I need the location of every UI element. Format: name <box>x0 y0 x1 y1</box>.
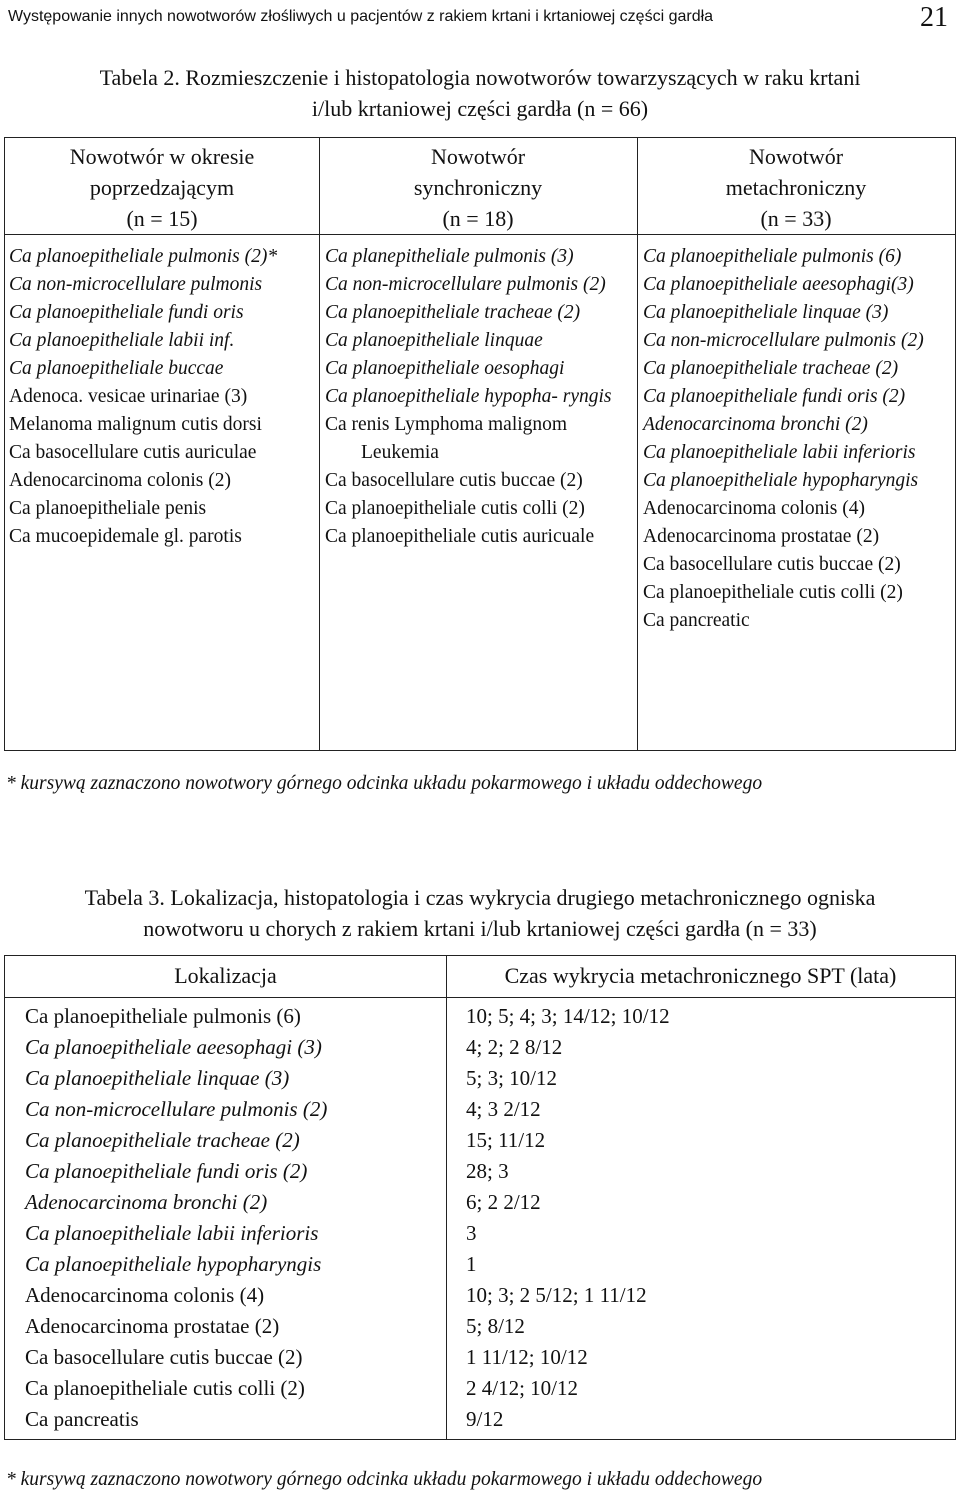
table2-entry: Ca mucoepidemale gl. parotis <box>9 526 242 547</box>
header-line: poprzedzającym <box>89 175 235 200</box>
header-line: (n = 33) <box>760 206 832 231</box>
header-divider <box>5 997 955 998</box>
row-time: 6; 2 2/12 <box>466 1190 541 1214</box>
running-header <box>8 4 952 34</box>
table2-entry: Adenocarcinoma bronchi (2) <box>643 414 868 435</box>
table-row <box>5 1404 955 1435</box>
table3-header-time: Czas wykrycia metachronicznego SPT (lata) <box>504 963 897 988</box>
table2-entry: Ca basocellulare cutis buccae (2) <box>325 470 583 491</box>
table2-caption-line: i/lub krtaniowej części gardła (n = 66) <box>311 96 649 121</box>
table-row <box>5 1218 955 1249</box>
row-time: 10; 5; 4; 3; 14/12; 10/12 <box>466 1004 670 1028</box>
table2-entry: Adenocarcinoma colonis (4) <box>643 498 866 519</box>
header-line: (n = 18) <box>442 206 514 231</box>
table-row <box>5 1280 955 1311</box>
row-time: 1 11/12; 10/12 <box>466 1345 588 1369</box>
table2-entry: Ca pancreatic <box>643 610 750 631</box>
table-row <box>5 1032 955 1063</box>
row-location: Ca planoepitheliale tracheae (2) <box>25 1128 300 1152</box>
page-number: 21 <box>920 2 948 33</box>
row-time: 5; 3; 10/12 <box>466 1066 558 1090</box>
header-line: synchroniczny <box>413 175 543 200</box>
row-time: 2 4/12; 10/12 <box>466 1376 579 1400</box>
row-location: Ca planoepitheliale cutis colli (2) <box>25 1376 305 1400</box>
table2-entry: Ca planoepitheliale aeesophagi(3) <box>643 274 914 295</box>
table-row <box>5 1311 955 1342</box>
row-location: Ca pancreatis <box>25 1407 139 1431</box>
table-row <box>5 1373 955 1404</box>
table2-entry: Ca planoepitheliale linquae (3) <box>643 302 889 323</box>
table3-header-location: Lokalizacja <box>174 963 277 988</box>
header-divider <box>5 234 955 235</box>
table2-entry: Ca planoepitheliale labii inferioris <box>643 442 916 463</box>
header-line: metachroniczny <box>725 175 867 200</box>
table-row <box>5 1125 955 1156</box>
row-location: Ca planoepitheliale linquae (3) <box>25 1066 290 1090</box>
table2-entry: Ca planoepitheliale cutis auricuale <box>325 526 595 547</box>
row-location: Ca planoepitheliale labii inferioris <box>25 1221 319 1245</box>
table2-entry: Ca planoepitheliale pulmonis (6) <box>643 246 902 267</box>
header-line: (n = 15) <box>126 206 198 231</box>
table3-caption-line: Tabela 3. Lokalizacja, histopatologia i czas wykrycia drugiego metachronicznego ogniska <box>84 885 876 910</box>
row-location: Ca planoepitheliale pulmonis (6) <box>25 1004 301 1028</box>
table2-entry: Ca planepitheliale pulmonis (3) <box>325 246 574 267</box>
row-location: Adenocarcinoma bronchi (2) <box>25 1190 268 1214</box>
table2-caption <box>20 62 940 124</box>
table2-entry: Ca planoepitheliale labii inf. <box>9 330 235 351</box>
table3-caption-line: nowotworu u chorych z rakiem krtani i/lub krtaniowej części gardła (n = 33) <box>143 916 817 941</box>
table-row <box>5 1187 955 1218</box>
table2-entry: Ca planoepitheliale fundi oris <box>9 302 244 323</box>
table-row <box>5 1001 955 1032</box>
table2-entry: Ca planoepitheliale tracheae (2) <box>643 358 899 379</box>
row-location: Adenocarcinoma colonis (4) <box>25 1283 265 1307</box>
row-time: 9/12 <box>466 1407 504 1431</box>
row-location: Ca planoepitheliale hypopharyngis <box>25 1252 322 1276</box>
table2-entry: Melanoma malignum cutis dorsi <box>9 414 262 435</box>
table3 <box>4 955 956 1440</box>
table3-footnote: * kursywą zaznaczono nowotwory górnego odcinka układu pokarmowego i układu oddechowego <box>6 1469 763 1490</box>
table2-header-previous <box>5 141 319 234</box>
table2-entry: Ca planoepitheliale hypopha- ryngis <box>325 386 612 407</box>
table2-header-metachronous <box>637 141 955 234</box>
running-title: Występowanie innych nowotworów złośliwych u pacjentów z rakiem krtani i krtaniowej części gardła <box>8 8 714 25</box>
header-line: Nowotwór w okresie <box>69 144 255 169</box>
row-time: 1 <box>466 1252 477 1276</box>
table-row <box>5 1249 955 1280</box>
table2-entry: Ca planoepitheliale cutis colli (2) <box>325 498 585 519</box>
table3-caption <box>20 882 940 944</box>
row-location: Adenocarcinoma prostatae (2) <box>25 1314 280 1338</box>
table2-column-previous <box>9 243 317 551</box>
table2-header-synchronous <box>319 141 637 234</box>
table2-entry: Ca renis Lymphoma malignom Leukemia <box>325 414 568 463</box>
table2-column-metachronous <box>643 243 955 635</box>
table-row <box>5 1156 955 1187</box>
table2-column-synchronous <box>325 243 635 551</box>
table2-entry: Adenocarcinoma colonis (2) <box>9 470 232 491</box>
table-row <box>5 1094 955 1125</box>
row-time: 10; 3; 2 5/12; 1 11/12 <box>466 1283 647 1307</box>
table2-entry: Ca planoepitheliale tracheae (2) <box>325 302 581 323</box>
table2-entry: Ca planoepitheliale pulmonis (2)* <box>9 246 278 267</box>
table2-entry: Ca planoepitheliale linquae <box>325 330 543 351</box>
table2-entry: Ca planoepitheliale cutis colli (2) <box>643 582 903 603</box>
row-location: Ca non-microcellulare pulmonis (2) <box>25 1097 328 1121</box>
row-time: 28; 3 <box>466 1159 509 1183</box>
table2-entry: Ca planoepitheliale hypopharyngis <box>643 470 919 491</box>
row-time: 4; 3 2/12 <box>466 1097 541 1121</box>
table2-entry: Ca planoepitheliale fundi oris (2) <box>643 386 906 407</box>
row-time: 15; 11/12 <box>466 1128 546 1152</box>
table2-caption-line: Tabela 2. Rozmieszczenie i histopatologia nowotworów towarzyszących w raku krtani <box>99 65 861 90</box>
table2-entry: Adenocarcinoma prostatae (2) <box>643 526 880 547</box>
table2-entry: Ca planoepitheliale penis <box>9 498 207 519</box>
table2-entry: Ca non-microcellulare pulmonis <box>9 274 263 295</box>
header-line: Nowotwór <box>748 144 844 169</box>
table2-entry: Ca basocellulare cutis buccae (2) <box>643 554 901 575</box>
row-location: Ca planoepitheliale aeesophagi (3) <box>25 1035 322 1059</box>
table2-entry: Ca non-microcellulare pulmonis (2) <box>643 330 924 351</box>
table2-entry: Ca planoepitheliale oesophagi <box>325 358 565 379</box>
table3-rows <box>5 1001 955 1435</box>
row-time: 5; 8/12 <box>466 1314 525 1338</box>
table2 <box>4 137 956 751</box>
row-time: 4; 2; 2 8/12 <box>466 1035 563 1059</box>
table2-entry: Ca non-microcellulare pulmonis (2) <box>325 274 606 295</box>
table2-entry: Ca basocellulare cutis auriculae <box>9 442 257 463</box>
row-location: Ca planoepitheliale fundi oris (2) <box>25 1159 308 1183</box>
header-line: Nowotwór <box>430 144 526 169</box>
table-row <box>5 1063 955 1094</box>
row-time: 3 <box>466 1221 477 1245</box>
table2-entry: Ca planoepitheliale buccae <box>9 358 224 379</box>
table2-footnote: * kursywą zaznaczono nowotwory górnego odcinka układu pokarmowego i układu oddechowego <box>6 773 763 794</box>
table2-entry: Adenoca. vesicae urinariae (3) <box>9 386 248 407</box>
row-location: Ca basocellulare cutis buccae (2) <box>25 1345 303 1369</box>
table-row <box>5 1342 955 1373</box>
